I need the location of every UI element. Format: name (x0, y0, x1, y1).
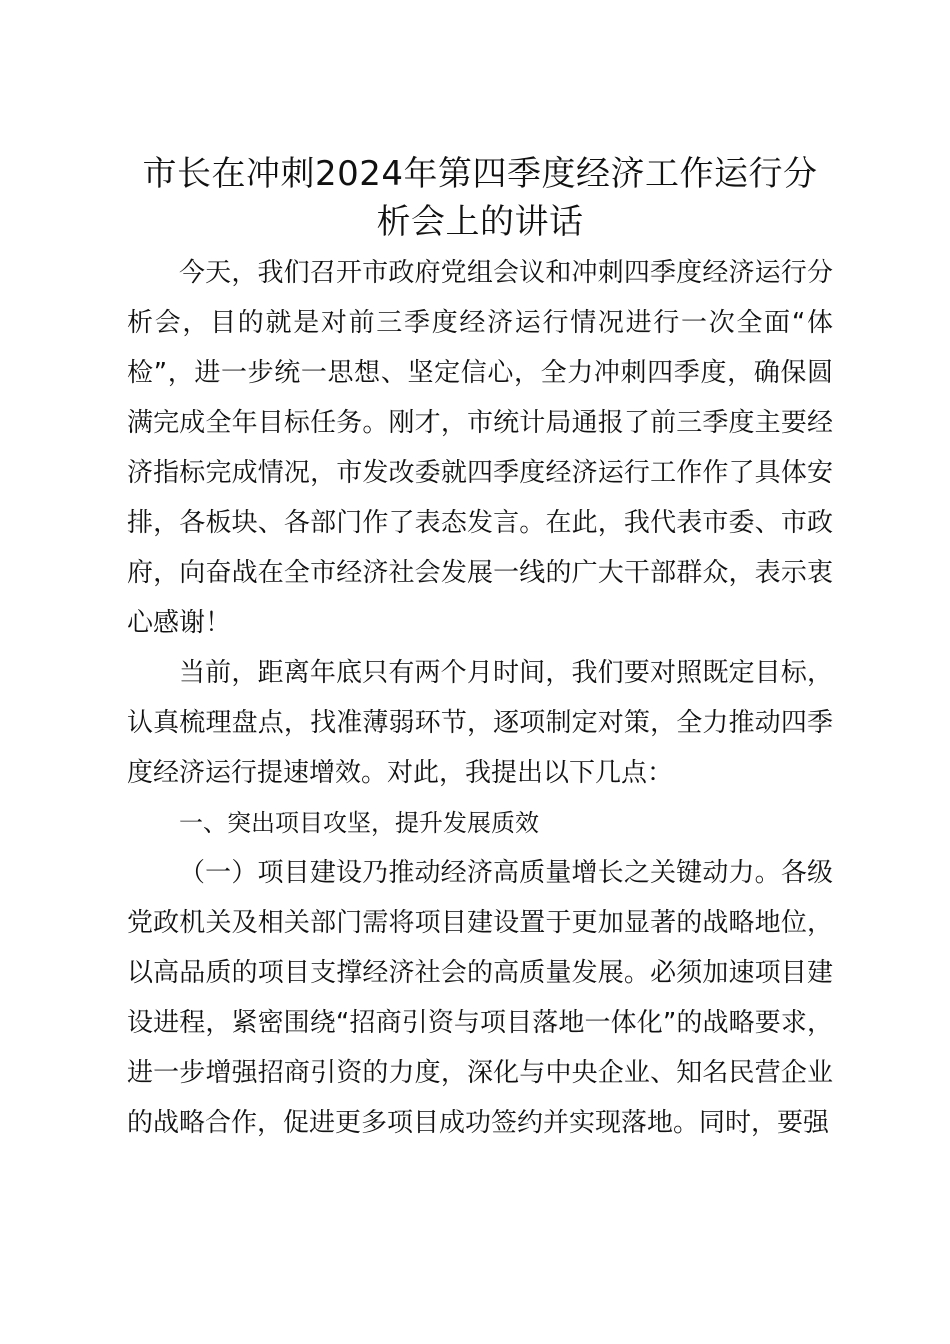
title-line-2: 析会上的讲话 (376, 202, 584, 242)
title-line-1: 市长在冲刺2024年第四季度经济工作运行分 (142, 154, 818, 194)
paragraph-opening: 今天，我们召开市政府党组会议和冲刺四季度经济运行分析会，目的就是对前三季度经济运行情况进行一次全面“体检”，进一步统一思想、坚定信心，全力冲刺四季度，确保圆满完成全年目标任务。刚才，市统计局通报了前三季度主要经济指标完成情况，市发改委就四季度经济运行工作作了具体安排，各板块、各部门作了表态发言。在此，我代表市委、市政府，向奋战在全市经济社会发展一线的广大干部群众，表示衷心感谢！ (127, 258, 833, 638)
document-title (127, 150, 833, 246)
paragraph-current-situation: 当前，距离年底只有两个月时间，我们要对照既定目标，认真梳理盘点，找准薄弱环节，逐项制定对策，全力推动四季度经济运行提速增效。对此，我提出以下几点： (127, 658, 833, 788)
section-heading-1: 一、突出项目攻坚，提升发展质效 (179, 809, 539, 837)
document-page (127, 150, 833, 1148)
paragraph-section-1: （一）项目建设乃推动经济高质量增长之关键动力。各级党政机关及相关部门需将项目建设置于更加显著的战略地位，以高品质的项目支撑经济社会的高质量发展。必须加速项目建设进程，紧密围绕“招商引资与项目落地一体化”的战略要求，进一步增强招商引资的力度，深化与中央企业、知名民营企业的战略合作，促进更多项目成功签约并实现落地。同时，要强 (127, 858, 833, 1138)
